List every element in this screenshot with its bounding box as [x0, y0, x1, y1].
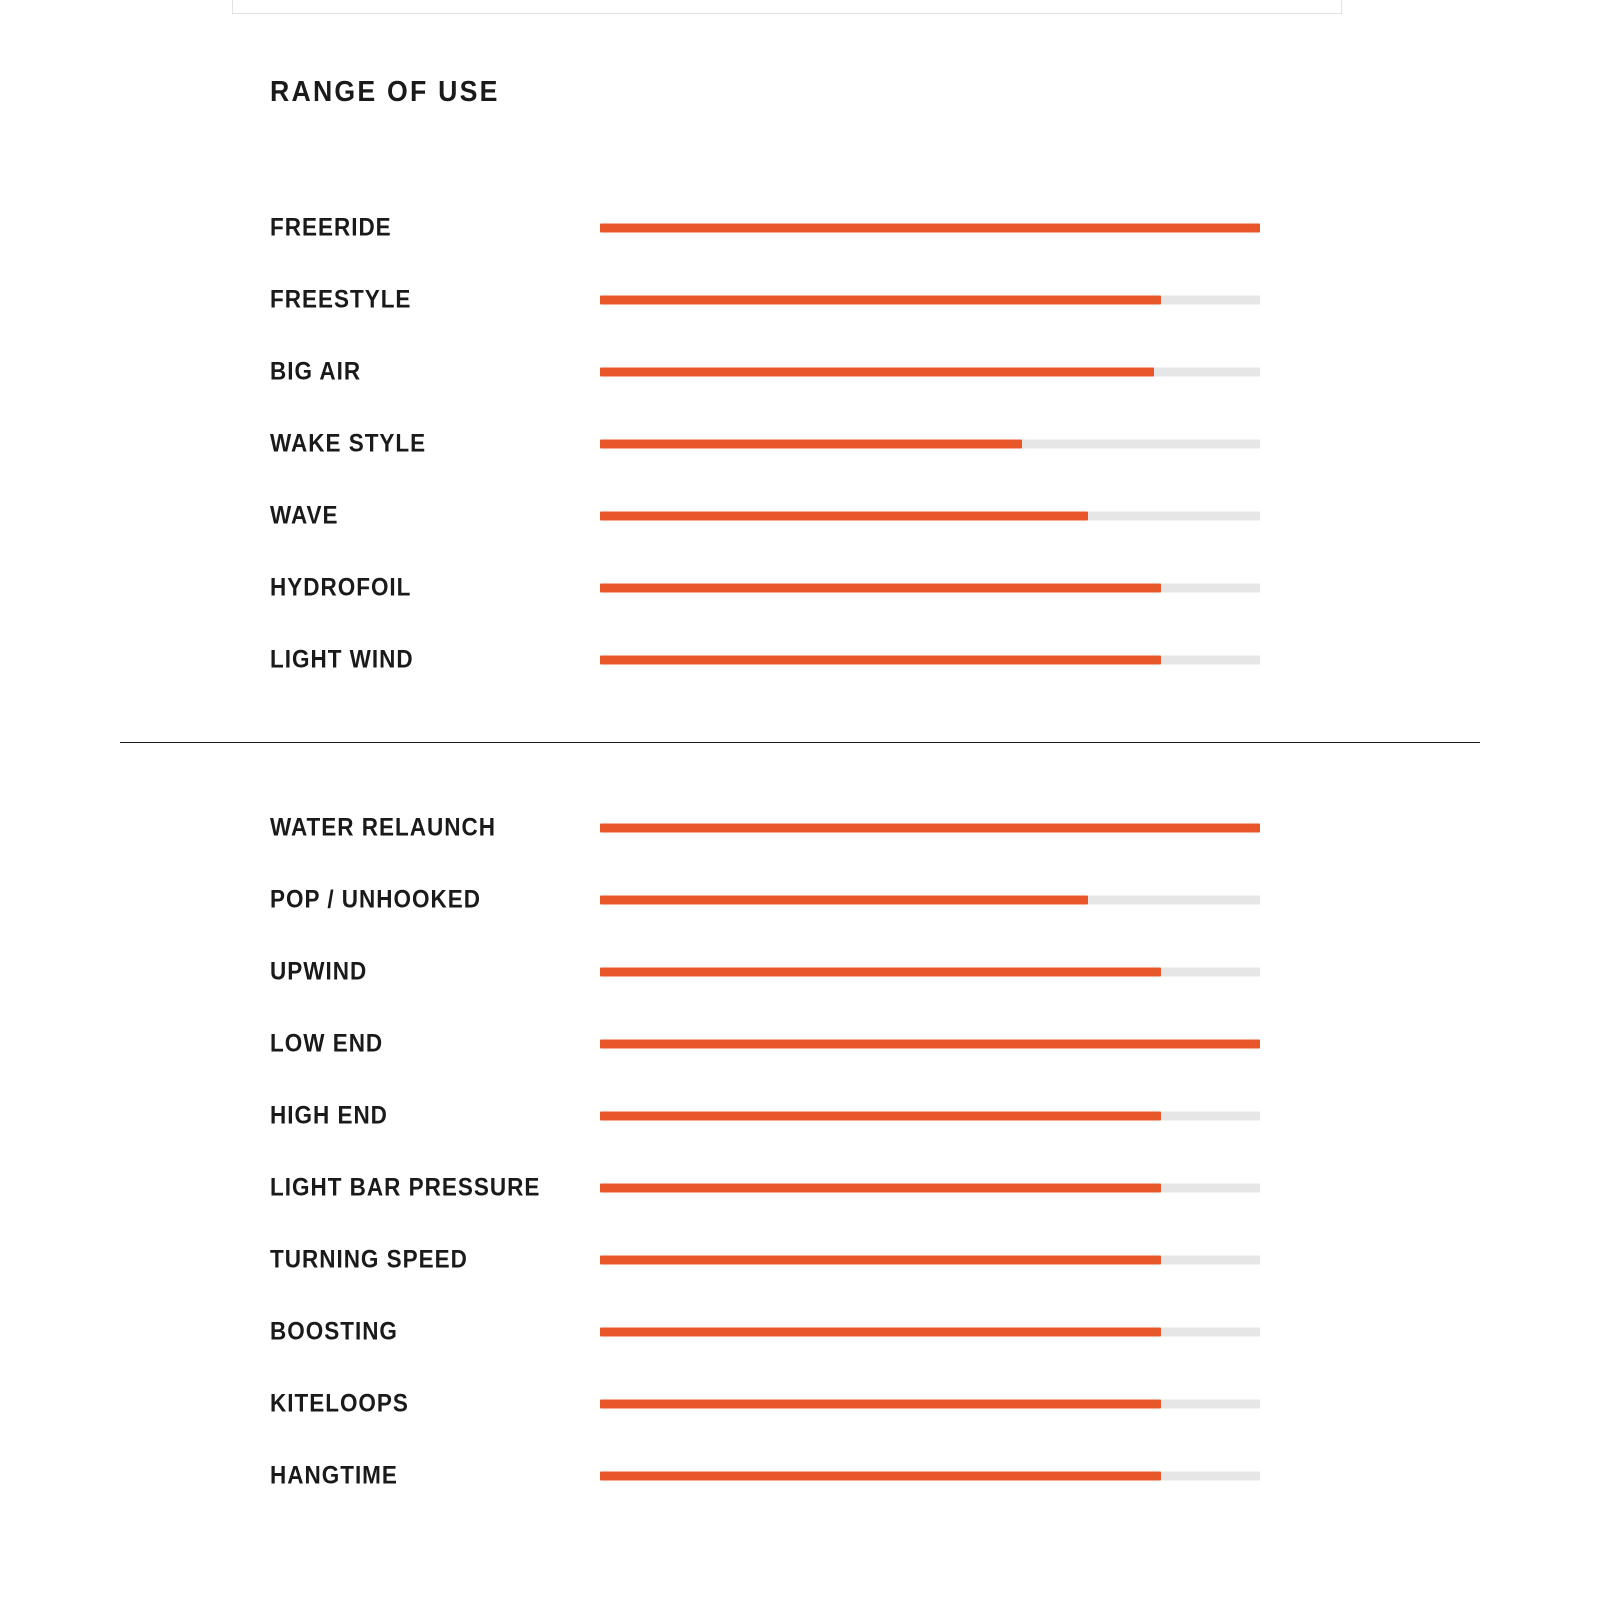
bar-fill: [600, 296, 1161, 305]
bar-track: [600, 584, 1260, 593]
bar-fill: [600, 968, 1161, 977]
bar-fill: [600, 1184, 1161, 1193]
bar-fill: [600, 440, 1022, 449]
chart-row: [0, 1440, 1600, 1512]
bar-track: [600, 1400, 1260, 1409]
chart-row: [0, 480, 1600, 552]
bar-fill: [600, 656, 1161, 665]
chart-row: [0, 864, 1600, 936]
chart-row: [0, 1008, 1600, 1080]
bar-fill: [600, 1400, 1161, 1409]
bar-track: [600, 1184, 1260, 1193]
row-label: LOW END: [270, 1029, 384, 1058]
chart-group-range-of-use: [0, 192, 1600, 696]
chart-group-performance: [0, 792, 1600, 1512]
chart-row: [0, 1296, 1600, 1368]
row-label: HYDROFOIL: [270, 573, 412, 602]
bar-fill: [600, 224, 1260, 233]
row-label: BOOSTING: [270, 1317, 398, 1346]
chart-row: [0, 336, 1600, 408]
bar-fill: [600, 512, 1088, 521]
bar-fill: [600, 1472, 1161, 1481]
bar-track: [600, 296, 1260, 305]
bar-fill: [600, 824, 1260, 833]
chart-row: [0, 792, 1600, 864]
bar-track: [600, 1040, 1260, 1049]
row-label: BIG AIR: [270, 357, 362, 386]
bar-fill: [600, 1328, 1161, 1337]
chart-row: [0, 624, 1600, 696]
bar-fill: [600, 584, 1161, 593]
bar-track: [600, 1112, 1260, 1121]
row-label: POP / UNHOOKED: [270, 885, 481, 914]
row-label: HIGH END: [270, 1101, 388, 1130]
bar-fill: [600, 1040, 1260, 1049]
bar-track: [600, 1472, 1260, 1481]
chart-row: [0, 192, 1600, 264]
bar-track: [600, 440, 1260, 449]
bar-fill: [600, 1112, 1161, 1121]
row-label: LIGHT BAR PRESSURE: [270, 1173, 541, 1202]
row-label: HANGTIME: [270, 1461, 398, 1490]
section-divider: [120, 742, 1480, 743]
bar-track: [600, 896, 1260, 905]
row-label: TURNING SPEED: [270, 1245, 468, 1274]
chart-row: [0, 552, 1600, 624]
bar-fill: [600, 368, 1154, 377]
bar-track: [600, 656, 1260, 665]
row-label: WATER RELAUNCH: [270, 813, 496, 842]
bar-track: [600, 1256, 1260, 1265]
row-label: FREERIDE: [270, 213, 392, 242]
bar-track: [600, 1328, 1260, 1337]
chart-row: [0, 936, 1600, 1008]
row-label: WAVE: [270, 501, 339, 530]
top-frame-fragment: [232, 0, 1342, 14]
chart-row: [0, 264, 1600, 336]
bar-track: [600, 368, 1260, 377]
chart-row: [0, 1224, 1600, 1296]
bar-fill: [600, 1256, 1161, 1265]
row-label: KITELOOPS: [270, 1389, 409, 1418]
row-label: LIGHT WIND: [270, 645, 414, 674]
bar-fill: [600, 896, 1088, 905]
page-title: RANGE OF USE: [270, 76, 500, 108]
row-label: WAKE STYLE: [270, 429, 427, 458]
bar-track: [600, 224, 1260, 233]
bar-track: [600, 512, 1260, 521]
chart-row: [0, 408, 1600, 480]
row-label: UPWIND: [270, 957, 368, 986]
chart-row: [0, 1152, 1600, 1224]
bar-track: [600, 824, 1260, 833]
row-label: FREESTYLE: [270, 285, 412, 314]
chart-row: [0, 1080, 1600, 1152]
chart-row: [0, 1368, 1600, 1440]
bar-track: [600, 968, 1260, 977]
